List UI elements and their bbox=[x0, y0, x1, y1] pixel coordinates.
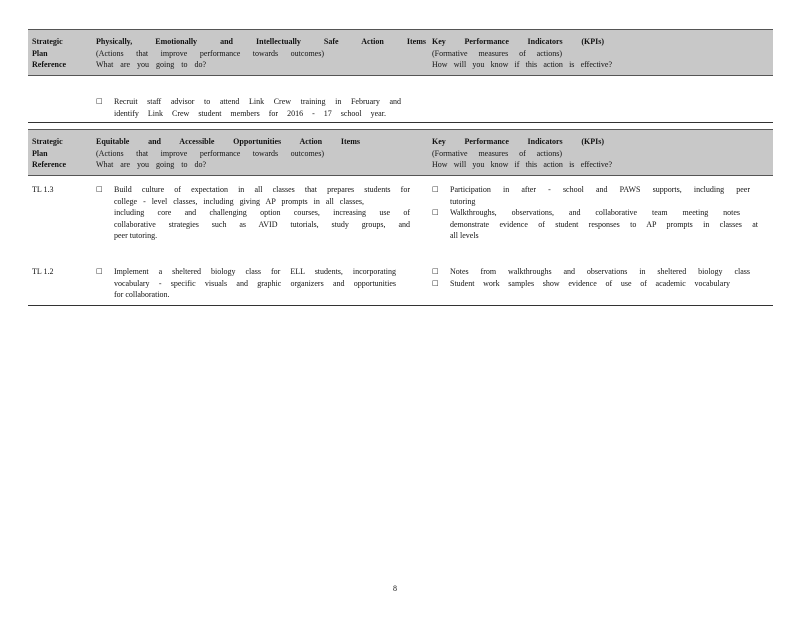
kpi-header bbox=[432, 36, 768, 71]
section-title: Physically, Emotionally and Intellectually Safe Action Items bbox=[96, 37, 426, 46]
bullet-icon: □ bbox=[96, 97, 103, 105]
kpi-subtitle: (Formative measures of actions) bbox=[432, 48, 562, 58]
bullet-icon: □ bbox=[432, 278, 439, 287]
table-row bbox=[28, 176, 773, 266]
actions-question: What are you going to do? bbox=[96, 60, 206, 69]
list-item: □ Implement a sheltered biology class for ELL students, incorporating vocabulary - specific visuals and graphic organizers and opportunities for collaboration. bbox=[96, 267, 396, 299]
kpi-question: How will you know if this action is effective? bbox=[432, 160, 612, 169]
kpi-title: Key Performance Indicators (KPIs) bbox=[432, 37, 604, 46]
table-bottom-border bbox=[28, 122, 773, 123]
bullet-icon: □ bbox=[432, 185, 439, 193]
equitable-action-table bbox=[28, 129, 773, 309]
bullet-icon: □ bbox=[432, 267, 439, 275]
section-title: Equitable and Accessible Opportunities Action Items bbox=[96, 137, 360, 146]
bullet-icon: □ bbox=[96, 267, 103, 275]
bullet-icon: □ bbox=[96, 185, 103, 193]
action-cell bbox=[96, 184, 410, 242]
list-item: □ Build culture of expectation in all classes that prepares students for college - level classes, including giving AP prompts in all classes, including core and challenging option courses, increasing use of collaborative strategies such as AVID tutorials, study groups, and peer tutoring. bbox=[96, 185, 410, 240]
ref-header: Strategic Plan Reference bbox=[32, 137, 67, 169]
ref-header: Strategic Plan Reference bbox=[32, 37, 67, 69]
table-header bbox=[28, 129, 773, 176]
page-number: 8 bbox=[393, 584, 397, 593]
table-row bbox=[28, 266, 773, 309]
list-item: □ Notes from walkthroughs and observations in sheltered biology class bbox=[432, 267, 750, 276]
kpi-cell bbox=[432, 266, 750, 289]
actions-subtitle: (Actions that improve performance towards outcomes) bbox=[96, 148, 324, 158]
list-item: □ Student work samples show evidence of use of academic vocabulary bbox=[432, 278, 730, 288]
bullet-icon: □ bbox=[432, 208, 439, 216]
actions-question: What are you going to do? bbox=[96, 160, 206, 169]
kpi-title: Key Performance Indicators (KPIs) bbox=[432, 137, 604, 146]
kpi-subtitle: (Formative measures of actions) bbox=[432, 148, 562, 158]
list-item: □ Participation in after - school and PAWS supports, including peer tutoring bbox=[432, 185, 750, 206]
actions-header bbox=[96, 36, 426, 71]
kpi-cell bbox=[432, 184, 758, 242]
table-row bbox=[28, 76, 773, 122]
action-cell bbox=[96, 266, 396, 301]
ref-cell: TL 1.3 bbox=[32, 185, 54, 194]
action-cell bbox=[96, 96, 401, 119]
list-item: □ Walkthroughs, observations, and collaborative team meeting notes demonstrate evidence of student responses to AP prompts in classes at all levels bbox=[432, 208, 758, 240]
kpi-question: How will you know if this action is effective? bbox=[432, 60, 612, 69]
kpi-header bbox=[432, 136, 768, 171]
list-item: □ Recruit staff advisor to attend Link Crew training in February and identify Link Crew student members for 2016 - 17 school year. bbox=[96, 97, 401, 118]
actions-header bbox=[96, 136, 426, 171]
actions-subtitle: (Actions that improve performance towards outcomes) bbox=[96, 48, 324, 58]
safe-action-table bbox=[28, 29, 773, 122]
table-header bbox=[28, 29, 773, 76]
ref-cell: TL 1.2 bbox=[32, 267, 54, 276]
table-bottom-border bbox=[28, 305, 773, 306]
